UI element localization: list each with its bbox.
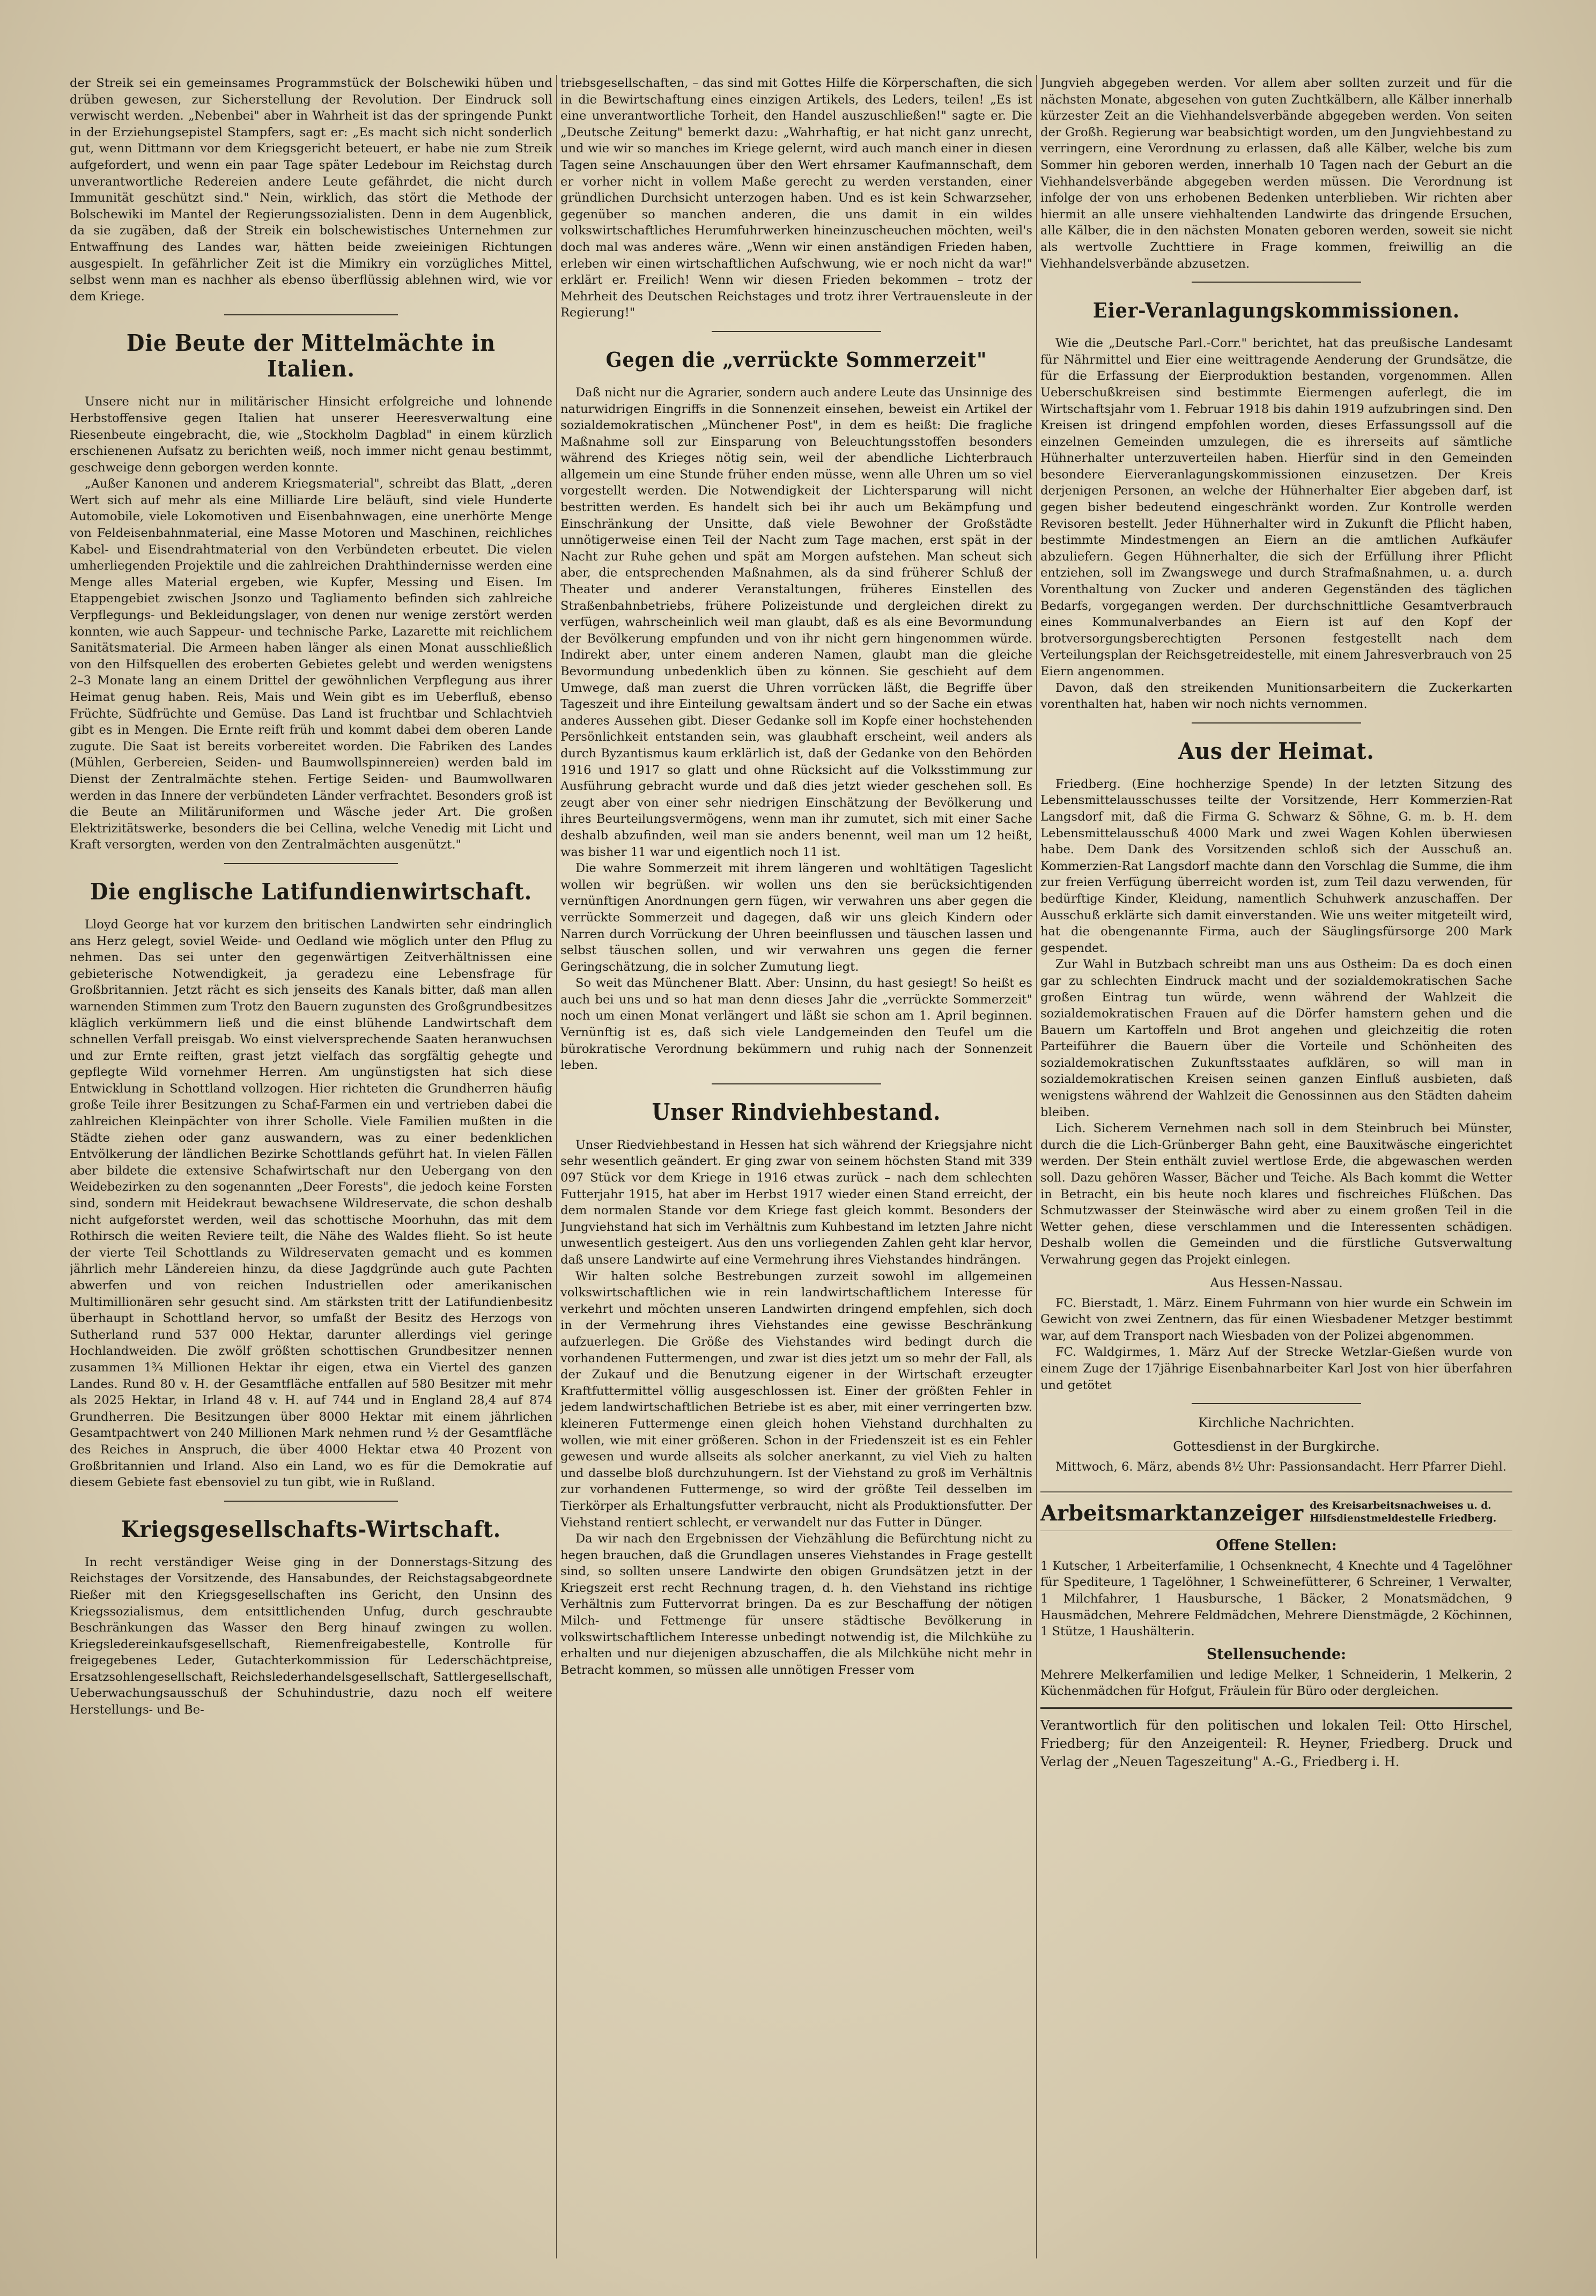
article-text: FC. Bierstadt, 1. März. Einem Fuhrmann von hier wurde ein Schwein im Gewicht von zwei Zentnern, das für einen Wiesbadener Metzger bestimmt war, auf dem Transport nach Wiesbaden von der Polizei abgenommen. xyxy=(1040,1296,1512,1343)
column-3 xyxy=(1040,75,1512,2258)
article-text: triebsgesellschaften, – das sind mit Gottes Hilfe die Körperschaften, die sich in die Bewirtschaftung eines einzigen Artikels, des Leders, teilen! „Es ist eine unverantwortliche Torheit, den Handel auszuschließen!" sagte er. Die „Deutsche Zeitung" bemerkt dazu: „Wahrhaftig, er hat nicht ganz unrecht, und wie wir so manches im Kriege gelernt, wird auch manch einer in diesen Tagen seine Anschauungen über den Wert ehrsamer Kaufmannschaft, dem er vorher nicht in vollem Maße gerecht zu werden verstanden, einer gründlichen Durchsicht unterzogen haben. Und es ist kein Schwarzseher, gegenüber so manchen anderen, die uns damit in ein wildes volkswirtschaftliches Herumfuhrwerken hineinzuscheuchen möchten, weil's doch mal was anderes wäre. „Wenn wir einen anständigen Frieden haben, erleben wir einen wirtschaftlichen Aufschwung, wie er noch nicht da war!" erklärt er. Freilich! Wenn wir diesen Frieden bekommen – trotz der Mehrheit des Deutschen Reichstages und trotz ihrer Vertrauensleute in der Regierung!" xyxy=(560,76,1032,320)
article-text: Jungvieh abgegeben werden. Vor allem aber sollten zurzeit und für die nächsten Monate, abgesehen von guten Zuchtkälbern, alle Kälber innerhalb kürzester Zeit an die Viehhandelsverbände abgegeben werden. Von seiten der Großh. Regierung war beabsichtigt worden, um den Jungviehbestand zu verringern, eine Verordnung zu erlassen, daß alle Kälber, welche bis zum Sommer hin geboren werden, innerhalb 10 Tagen nach der Geburt an die Viehhandelsverbände abgegeben werden müssen. Die Verordnung ist infolge der von uns erhobenen Bedenken unterblieben. Wir richten aber hiermit an alle unsere viehhaltenden Landwirte das dringende Ersuchen, alle Kälber, die in den nächsten Monaten geboren werden, soweit sie nicht als wertvolle Zuchttiere in Frage kommen, freiwillig an die Viehhandelsverbände abzusetzen. xyxy=(1040,76,1512,271)
section-subheading: Aus Hessen-Nassau. xyxy=(1210,1275,1343,1290)
divider xyxy=(224,863,398,864)
divider xyxy=(1192,722,1362,724)
headline: Kriegsgesellschafts-Wirtschaft. xyxy=(121,1516,501,1542)
article-text: Zur Wahl in Butzbach schreibt man uns aus Ostheim: Da es doch einen gar zu schlechten Eindruck macht und der sozialdemokratischen Sache großen Eintrag tun würde, wenn während der Wahlzeit die sozialdemokratischen Frauen auf die Dörfer hamstern gehen und die Bauern um Kartoffeln und Brot angehen und gleichzeitig die roten Parteiführer die Bauern über die Vorteile und Schönheiten des sozialdemokratischen Zukunftsstaates aufklären, so will man in sozialdemokratischen Kreisen seinen ganzen Einfluß ausbieten, daß wenigstens während der Wahlzeit die Genossinnen aus den Städten daheim bleiben. xyxy=(1040,957,1512,1119)
article-text: Davon, daß den streikenden Munitionsarbeitern die Zuckerkarten vorenthalten hat, haben wir noch nichts vernommen. xyxy=(1040,681,1512,712)
labor-market-issuer: des Kreisarbeitsnachweises u. d. Hilfsdienstmeldestelle Friedberg. xyxy=(1310,1500,1497,1524)
divider xyxy=(1192,1403,1362,1404)
article-text: „Außer Kanonen und anderem Kriegsmaterial", schreibt das Blatt, „deren Wert sich auf mehr als eine Milliarde Lire beläuft, sind viele Hunderte Automobile, viele Lokomotiven und Eisenbahnwagen, eine unerhörte Menge von Feldeisenbahnmaterial, eine Masse Motoren und Maschinen, reichliches Kabel- und Eisendrahtmaterial von den Verbündeten erbeutet. Die vielen umherliegenden Projektile und die zahlreichen Drahthindernisse werden eine Menge alles Material ergeben, wie Kupfer, Messing und Eisen. Im Etappengebiet zwischen Jsonzo und Tagliamento befinden sich zahlreiche Verpflegungs- und Bekleidungslager, von denen nur wenige zerstört werden konnten, wie auch Sappeur- und technische Parke, Lazarette mit reichlichem Sanitätsmaterial. Die Armeen haben länger als einen Monat ausschließlich von den Hilfsquellen des eroberten Gebietes gelebt und werden wenigstens 2–3 Monate lang an einem Drittel der gewöhnlichen Verpflegung aus ihrer Heimat genug haben. Reis, Mais und Wein gibt es im Ueberfluß, ebenso Früchte, Südfrüchte und Gemüse. Das Land ist fruchtbar und Schlachtvieh gibt es in Mengen. Die Ernte reift früh und kommt dabei dem oberen Lande zugute. Die Saat ist bereits vorbereitet worden. Die Fabriken des Landes (Mühlen, Gerbereien, Seiden- und Baumwollspinnereien) werden bald im Dienst der Zentralmächte stehen. Fertige Seiden- und Baumwollwaren werden in das Innere der verbündeten Länder verfrachtet. Besonders groß ist die Beute an Militäruniformen und Wäsche jeder Art. Die großen Elektrizitätswerke, besonders die bei Cellina, welche Venedig mit Licht und Kraft versorgten, werden von den Zentralmächten ausgenützt." xyxy=(70,477,552,852)
column-1 xyxy=(70,75,552,2258)
divider xyxy=(224,314,398,315)
article-text: Unser Riedviehbestand in Hessen hat sich während der Kriegsjahre nicht sehr wesentlich geändert. Er ging zwar von seinem höchsten Stand mit 339 097 Stück vor dem Kriege in 1916 etwas zurück – nach dem schlechten Futterjahr 1915, hat aber im Herbst 1917 wieder einen Stand erreicht, der dem normalen Stande vor dem Kriege fast gleich kommt. Besonders der Jungviehstand hat sich im Verhältnis zum Kuhbestand im letzten Jahre nicht unwesentlich gesteigert. Aus den uns vorliegenden Zahlen geht klar hervor, daß unsere Landwirte auf eine Vermehrung ihres Viehstandes hindrängen. xyxy=(560,1138,1032,1267)
job-seekers-title: Stellensuchende: xyxy=(1206,1645,1347,1663)
headline: Die Beute der Mittelmächte in Italien. xyxy=(126,330,496,382)
article-text: FC. Waldgirmes, 1. März Auf der Strecke Wetzlar-Gießen wurde von einem Zuge der 17jährige Eisenbahnarbeiter Karl Jost von hier überfahren und getötet xyxy=(1040,1345,1512,1392)
labor-market-header xyxy=(1040,1500,1512,1525)
job-seekers-text: Mehrere Melkerfamilien und ledige Melker, 1 Schneiderin, 1 Melkerin, 2 Küchenmädchen für Hofgut, Fräulein für Büro oder dergleichen. xyxy=(1040,1667,1512,1699)
divider xyxy=(712,331,882,332)
article-text: Da wir nach den Ergebnissen der Viehzählung die Befürchtung nicht zu hegen brauchen, daß die Grundlagen unseres Viehstandes in Frage gestellt sind, so sollten unsere Landwirte den obigen Grundsätzen jetzt in der Kriegszeit erst recht Rechnung tragen, d. h. den Viehstand ins richtige Verhältnis zum Futtervorrat bringen. Da es zur Beschaffung der nötigen Milch- und Fettmenge für unsere städtische Bevölkerung in volkswirtschaftlichem Interesse unbedingt notwendig ist, die Milchkühe zu erhalten und nur diejenigen abzuschaffen, die als Milchkühe nicht mehr in Betracht kommen, so müssen alle unnötigen Fresser vom xyxy=(560,1532,1032,1677)
open-positions-text: 1 Kutscher, 1 Arbeiterfamilie, 1 Ochsenknecht, 4 Knechte und 4 Tagelöhner für Spediteure, 1 Tagelöhner, 1 Schweinefütterer, 6 Schreiner, 1 Verwalter, 1 Milchfahrer, 1 Hausbursche, 1 Bäcker, 2 Monatsmädchen, 9 Hausmädchen, Mehrere Feldmädchen, Mehrere Dienstmägde, 2 Köchinnen, 1 Stütze, 1 Haushälterin. xyxy=(1040,1559,1512,1639)
divider xyxy=(1192,282,1362,283)
article-text: Lich. Sicherem Vernehmen nach soll in dem Steinbruch bei Münster, durch die die Lich-Grünberger Bahn geht, eine Bauxitwäsche eingerichtet werden. Der Stein enthält zuviel wertlose Erde, die abgewaschen werden soll. Dazu gehören Wasser, Bächer und Teiche. Als Bach kommt die Wetter in Betracht, ein bis heute noch klares und fischreiches Flüßchen. Das Schmutzwasser der Steinwäsche wird aber zu einem großen Teil in die Wetter gehen, diese verschlammen und die Interessenten schädigen. Deshalb wollen die Gemeinden und die fürstliche Gutsverwaltung Verwahrung gegen das Projekt einlegen. xyxy=(1040,1121,1512,1267)
article-text: Lloyd George hat vor kurzem den britischen Landwirten sehr eindringlich ans Herz gelegt, soviel Weide- und Oedland wie möglich unter den Pflug zu nehmen. Das sei unter den gegenwärtigen Zeitverhältnissen eine gebieterische Notwendigkeit, ja geradezu eine Lebensfrage für Großbritannien. Jetzt rächt es sich jenseits des Kanals bitter, daß man allen warnenden Stimmen zum Trotz den Bauern zugunsten des Großgrundbesitzes kläglich verkümmern ließ und die einst blühende Landwirtschaft dem schnellen Verfall preisgab. Wo einst vielversprechende Saaten heranwuchsen und zur Ernte reiften, grast jetzt vielfach das sorgfältig gehegte und gepflegte Wild vornehmer Herren. Am ungünstigsten hat sich diese Entwicklung in Schottland vollzogen. Hier richteten die Grundherren häufig große Teile ihrer Besitzungen zu Schaf-Farmen ein und vertrieben dabei die zahlreichen Kleinpächter von ihrer Scholle. Viele Familien mußten in die Städte ziehen oder ganz auswandern, was zu einer bedenklichen Entvölkerung der ländlichen Bezirke Schottlands geführt hat. In vielen Fällen aber bildete die extensive Schafwirtschaft nur den Uebergang von den Weidebezirken zu den sogenannten „Deer Forests", die jedoch keine Forsten sind, sondern mit Heidekraut bewachsene Wildreservate, die schon deshalb nicht aufgeforstet werden, weil das schottische Moorhuhn, das mit dem Rothirsch die weiten Reviere teilt, die Nähe des Waldes flieht. So ist heute der vierte Teil Schottlands zu Wildreservaten gemacht und es kommen jährlich mehr Ländereien hinzu, da diese Jagdgründe auch gute Pachten abwerfen und von reichen Industriellen oder amerikanischen Multimillionären sehr gesucht sind. Am stärksten tritt der Latifundienbesitz überhaupt in Schottland hervor, so umfaßt der Besitz des Herzogs von Sutherland rund 537 000 Hektar, darunter allerdings viel geringe Hochlandweiden. Die zwölf größten schottischen Grundbesitzer nennen zusammen 1¾ Millionen Hektar ihr eigen, etwa ein Viertel des ganzen Landes. Rund 80 v. H. der Gesamtfläche entfallen auf 580 Besitzer mit mehr als 2025 Hektar, in Irland 48 v. H. auf 744 und in England 28,4 auf 874 Grundherren. Die Besitzungen über 8000 Hektar mit einem jährlichen Gesamtpachtwert von 240 Millionen Mark nehmen rund ½ der Gesamtfläche des Reiches in Anspruch, die über 4000 Hektar etwa 40 Prozent von Großbritannien und Irland. Also ein Land, wo es für die Demokratie auf diesem Gebiete fast ebensoviel zu tun gibt, wie in Rußland. xyxy=(70,917,552,1490)
church-news-subtitle: Gottesdienst in der Burgkirche. xyxy=(1173,1439,1380,1455)
article-text: Wie die „Deutsche Parl.-Corr." berichtet, hat das preußische Landesamt für Nährmittel und Eier eine weittragende Aenderung der Grundsätze, die für die Erfassung der Eierproduktion bestanden, vorgenommen. Allen Ueberschußkreisen sind bestimmte Eiermengen auferlegt, die im Wirtschaftsjahr vom 1. Februar 1918 bis dahin 1919 aufzubringen sind. Den Kreisen ist dringend empfohlen worden, dieses Erfassungssoll auf die einzelnen Gemeinden umzulegen, die es ihrerseits auf sämtliche Hühnerhalter unterzuverteilen haben. Hierfür sind in den Gemeinden besondere Eierveranlagungskommissionen einzusetzen. Der Kreis derjenigen Personen, an welche der Hühnerhalter Eier abgeben darf, ist gegen bisher bedeutend eingeschränkt worden. Zur Kontrolle werden Revisoren bestellt. Jeder Hühnerhalter wird in Zukunft die Pflicht haben, bestimmte Mindestmengen an Eiern an die amtlichen Aufkäufer abzuliefern. Gegen Hühnerhalter, die sich der Erfüllung ihrer Pflicht entziehen, soll im Zwangswege und durch Strafmaßnahmen, u. a. durch Vorenthaltung von Zucker und anderen Gegenständen des täglichen Bedarfs, vorgegangen werden. Der durchschnittliche Gesamtverbrauch eines Kommunalverbandes an Eiern ist auf den Kopf der brotversorgungsberechtigten Personen festgestellt nach dem Verteilungsplan der Reichsgetreidestelle, mit einem Jahresverbrauch von 25 Eiern angenommen. xyxy=(1040,336,1512,678)
column-2 xyxy=(560,75,1032,2258)
imprint: Verantwortlich für den politischen und lokalen Teil: Otto Hirschel, Friedberg; für den Anzeigenteil: R. Heyner, Friedberg. Druck und Verlag der „Neuen Tageszeitung" A.-G., Friedberg i. H. xyxy=(1040,1707,1512,1771)
headline: Die englische Latifundienwirtschaft. xyxy=(90,878,533,905)
labor-market-box xyxy=(1040,1492,1512,1700)
article-text: In recht verständiger Weise ging in der Donnerstags-Sitzung des Reichstages der Vorsitzende, des Hansabundes, der Reichstagsabgeordnete Rießer mit den Kriegsgesellschaften ins Gericht, den Unsinn des Kriegssozialismus, dem entsittlichenden Unfug, durch geschraubte Beschränkungen das Wasser den Berg hinauf zwingen zu wollen. Kriegsledereinkaufsgesellschaft, Riemenfreigabestelle, Kontrolle für freigegebenes Leder, Gutachterkommission für Lederschächtpreise, Ersatzsohlengesellschaft, Reichslederhandelsgesellschaft, Sattlergesellschaft, Ueberwachungsausschuß der Schuhindustrie, dazu noch elf weitere Herstellungs- und Be- xyxy=(70,1555,552,1717)
article-text: So weit das Münchener Blatt. Aber: Unsinn, du hast gesiegt! So heißt es auch bei uns und so hat man denn dieses Jahr die „verrückte Sommerzeit" noch um einen Monat verlängert und läßt sie schon am 1. April beginnen. Vernünftig ist es, daß sich viele Landgemeinden den Teufel um die bürokratische Verordnung bekümmern und ruhig nach der Sonnenzeit leben. xyxy=(560,976,1032,1073)
divider xyxy=(224,1501,398,1502)
headline: Eier-Veranlagungskommissionen. xyxy=(1092,298,1460,323)
article-text: der Streik sei ein gemeinsames Programmstück der Bolschewiki hüben und drüben gewesen, zur Sicherstellung der Revolution. Der Eindruck soll verwischt werden. „Nebenbei" aber in Wahrheit ist das der springende Punkt in der Erziehungsepistel Stampfers, sagt er: „Es macht sich nicht sonderlich gut, wenn Dittmann vor dem Kriegsgericht beteuert, er habe nie zum Streik aufgefordert, und wenn ein paar Tage später Ledebour im Reichstag durch unverantwortliche Redereien andere Leute gefährdet, die nicht durch Immunität geschützt sind." Nein, wirklich, das stört die Methode der Bolschewiki im Mantel der Regierungssozialisten. Denn in dem Augenblick, da sie zugäben, daß der Streik ein bolschewistisches Unternehmen zur Entwaffnung des Landes war, hätten beide zweieinigen Richtungen ausgespielt. In gefährlicher Zeit ist die Mimikry ein vorzügliches Mittel, selbst wenn man es nachher als ebenso überflüssig ablehnen wird, wie vor dem Kriege. xyxy=(70,76,552,304)
article-text: Daß nicht nur die Agrarier, sondern auch andere Leute das Unsinnige des naturwidrigen Eingriffs in die Sonnenzeit einsehen, beweist ein Artikel der sozialdemokratischen „Münchener Post", in dem es heißt: Die fragliche Maßnahme soll zur Einsparung von Beleuchtungsstoffen besonders während des Krieges nötig sein, weil der abendliche Lichterbrauch allgemein um eine Stunde früher enden müsse, wenn alle Uhren um so viel vorgestellt werden. Die Notwendigkeit der Lichtersparung will nicht bestritten werden. Es handelt sich bei ihr auch um Bekämpfung und Einschränkung der Unsitte, daß viele Bewohner der Großstädte unnötigerweise einen Teil der Nacht zum Tage machen, erst spät in der Nacht zur Ruhe gehen und spät am Morgen aufstehen. Man scheut sich aber, die entsprechenden Maßnahmen, als da sind früherer Schluß der Theater und anderer Veranstaltungen, früheres Einstellen des Straßenbahnbetriebs, frühere Polizeistunde und dergleichen direkt zu verfügen, wahrscheinlich weil man glaubt, daß es als eine Bevormundung der Bevölkerung empfunden und von ihr nicht gern hingenommen würde. Indirekt aber, unter einem anderen Namen, glaubt man die gleiche Bevormundung unbedenklich üben zu können. Sie geschieht auf dem Umwege, daß man zuerst die Uhren vorrücken läßt, die Begriffe über Tageszeit und ihre Einteilung gewaltsam ändert und so der Sache ein etwas anderes Aussehen gibt. Dieser Gedanke soll im Kopfe einer hochstehenden Persönlichkeit entstanden sein, was glaubhaft erscheint, weil anders als durch Byzantismus kaum erklärlich ist, daß der Gedanke von den Behörden 1916 und 1917 so glatt und ohne Rücksicht auf die Volksstimmung zur Ausführung gebracht wurde und daß dies jetzt wieder geschehen soll. Es zeugt aber von einer sehr niedrigen Einschätzung der Bevölkerung und ihres Beurteilungsvermögens, wenn man ihr zumutet, sich mit einer Sache deshalb abzufinden, weil man sie anders benennt, weil man um 12 heißt, was bisher 11 war und eigentlich noch 11 ist. xyxy=(560,385,1032,859)
church-news-text: Mittwoch, 6. März, abends 8½ Uhr: Passionsandacht. Herr Pfarrer Diehl. xyxy=(1055,1460,1507,1474)
article-text: Friedberg. (Eine hochherzige Spende) In der letzten Sitzung des Lebensmittelausschusses teilte der Vorsitzende, Herr Kommerzien-Rat Langsdorf mit, daß die Firma G. Schwarz & Söhne, G. m. b. H. dem Lebensmittelausschuß 4000 Mark und zwei Wagen Kohlen überwiesen habe. Dem Dank des Vorsitzenden schloß sich der Ausschuß an. Kommerzien-Rat Langsdorf machte dann den Vorschlag die Summe, die ihm zur freien Verfügung überreicht worden ist, zum Teil dazu verwenden, für bedürftige Kinder, Kleidung, namentlich Schuhwerk anzuschaffen. Der Ausschuß erklärte sich damit einverstanden. Wie uns weiter mitgeteilt wird, hat die obengenannte Firma, auch der Säuglingsfürsorge 200 Mark gespendet. xyxy=(1040,777,1512,955)
headline: Gegen die „verrückte Sommerzeit" xyxy=(605,347,987,372)
divider xyxy=(712,1083,882,1084)
article-text: Wir halten solche Bestrebungen zurzeit sowohl im allgemeinen volkswirtschaftlichen wie in rein landwirtschaftlichem Interesse für verkehrt und möchten unseren Landwirten dringend empfehlen, sich doch in der Vermehrung ihres Viehstandes eine gewisse Beschränkung aufzuerlegen. Die Größe des Viehstandes wird bedingt durch die vorhandenen Futtermengen, und zwar ist dies jetzt um so mehr der Fall, als der Zukauf und die Benutzung eigener in der Wirtschaft erzeugter Kraftfuttermittel völlig ausgeschlossen ist. Einer der größten Fehler in jedem landwirtschaftlichen Betriebe ist es aber, mit einer verringerten bzw. kleineren Futtermenge einen gleich hohen Viehstand durchhalten zu wollen, wie mit einer größeren. Schon in der Friedenszeit ist es ein Fehler gewesen und wurde allseits als solcher anerkannt, zu viel Vieh zu halten und dasselbe bloß durchzuhungern. Ist der Viehstand zu groß im Verhältnis zur vorhandenen Futtermenge, so wird der größte Teil desselben im Tierkörper als Erhaltungsfutter verbraucht, nicht als Produktionsfutter. Der Viehstand rentiert schlecht, er verwandelt nur das Futter in Dünger. xyxy=(560,1269,1032,1530)
article-text: Die wahre Sommerzeit mit ihrem längeren und wohltätigen Tageslicht wollen wir begrüßen. wir wollen uns den sie berücksichtigenden vernünftigen Anordnungen gern fügen, wir verwahren uns aber gegen die verrückte Sommerzeit und dagegen, daß wir uns gleich Kindern oder Narren durch Vorrückung der Uhren beeinflussen und täuschen lassen und selbst täuschen sollen, und wir verwahren uns gegen die ferner Geringschätzung, die in solcher Zumutung liegt. xyxy=(560,861,1032,974)
open-positions-title: Offene Stellen: xyxy=(1216,1537,1337,1554)
church-news-title: Kirchliche Nachrichten. xyxy=(1198,1415,1355,1431)
labor-market-title: Arbeitsmarktanzeiger xyxy=(1040,1500,1304,1526)
headline: Aus der Heimat. xyxy=(1178,737,1375,764)
column-divider xyxy=(556,75,557,2258)
headline: Unser Rindviehbestand. xyxy=(652,1098,941,1125)
article-text: Unsere nicht nur in militärischer Hinsicht erfolgreiche und lohnende Herbstoffensive gegen Italien hat unserer Heeresverwaltung eine Riesenbeute eingebracht, die, wie „Stockholm Dagblad" in einem kürzlich erschienenen Aufsatz zu berichten weiß, noch immer nicht genau bestimmt, geschweige denn geborgen werden konnte. xyxy=(70,395,552,475)
column-divider xyxy=(1036,75,1037,2258)
